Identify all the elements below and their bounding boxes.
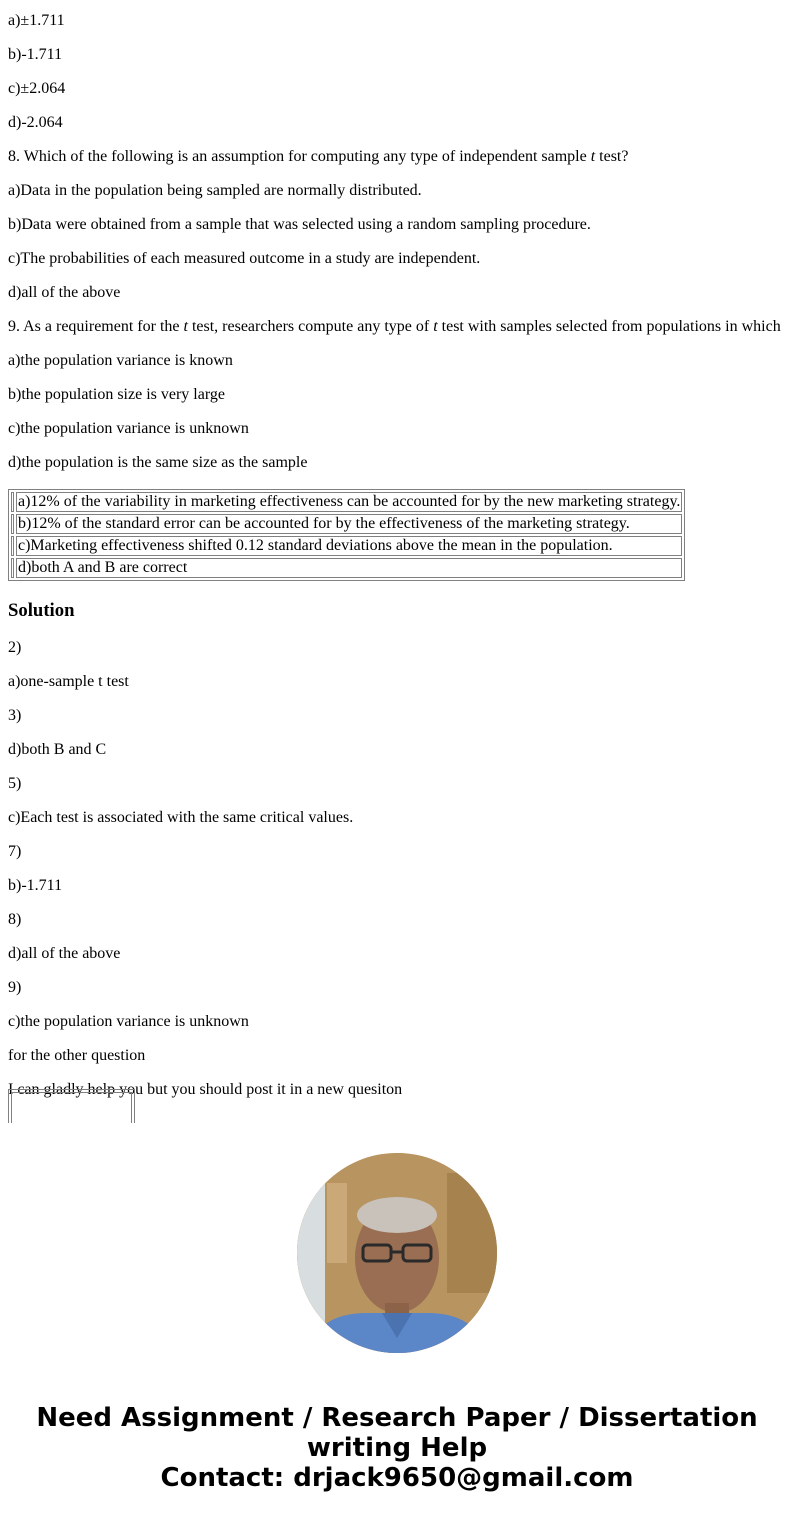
solution-heading: Solution <box>8 600 75 621</box>
clipped-table-stub <box>8 1089 135 1123</box>
q7-option-c: c)±2.064 <box>8 80 66 97</box>
table-option-b: b)12% of the standard error can be accounted for by the effectiveness of the marketing strategy. <box>16 514 682 534</box>
q8-option-c: c)The probabilities of each measured outcome in a study are independent. <box>8 250 481 267</box>
table-pad-cell <box>11 558 14 578</box>
footer-line-2: writing Help <box>306 1433 488 1463</box>
q9-option-d: d)the population is the same size as the sample <box>8 454 308 471</box>
table-pad-cell <box>11 514 14 534</box>
table-row <box>11 492 682 512</box>
solution-line: c)Each test is associated with the same critical values. <box>8 809 354 826</box>
solution-line: I can gladly help you but you should post it in a new quesiton <box>8 1081 403 1098</box>
solution-line: 8) <box>8 911 22 928</box>
q9-text-middle: test, researchers compute any type of <box>187 318 434 335</box>
footer-banner <box>0 1403 794 1493</box>
solution-line: a)one-sample t test <box>8 673 129 690</box>
q9-italic-t-2: t <box>433 318 438 335</box>
q9-option-c: c)the population variance is unknown <box>8 420 249 437</box>
solution-line: d)all of the above <box>8 945 121 962</box>
q9-text-suffix: test with samples selected from populations in which <box>437 318 781 335</box>
q7-option-a: a)±1.711 <box>8 12 65 29</box>
table-row <box>11 514 682 534</box>
table-row <box>11 536 682 556</box>
q7-option-d: d)-2.064 <box>8 114 63 131</box>
solution-line: 9) <box>8 979 22 996</box>
table-option-a: a)12% of the variability in marketing effectiveness can be accounted for by the new marketing strategy. <box>18 493 681 510</box>
solution-line: 7) <box>8 843 22 860</box>
clipped-table-inner <box>11 1092 132 1123</box>
q8-option-a: a)Data in the population being sampled are normally distributed. <box>8 182 422 199</box>
q8-text-suffix: test? <box>595 148 629 165</box>
table-option-d: d)both A and B are correct <box>16 558 682 578</box>
q9-italic-t-1: t <box>183 318 188 335</box>
footer-line-1: Need Assignment / Research Paper / Dissertation <box>36 1403 758 1433</box>
q9-option-a: a)the population variance is known <box>8 352 233 369</box>
q7-option-b: b)-1.711 <box>8 46 63 63</box>
solution-line: 5) <box>8 775 22 792</box>
q9-question <box>8 318 781 336</box>
q8-italic-t: t <box>590 148 596 165</box>
q9-option-b: b)the population size is very large <box>8 386 225 403</box>
table-pad-cell <box>11 492 14 512</box>
solution-line: for the other question <box>8 1047 146 1064</box>
solution-line: 3) <box>8 707 22 724</box>
table-option-c: c)Marketing effectiveness shifted 0.12 standard deviations above the mean in the population. <box>16 536 682 556</box>
author-portrait-icon <box>297 1153 497 1353</box>
author-photo <box>297 1153 497 1353</box>
q8-option-b: b)Data were obtained from a sample that was selected using a random sampling procedure. <box>8 216 591 233</box>
q9-text-prefix: 9. As a requirement for the <box>8 318 184 335</box>
table-pad-cell <box>11 536 14 556</box>
solution-line: c)the population variance is unknown <box>8 1013 249 1030</box>
content-clip-edge <box>0 1123 794 1127</box>
q8-option-d: d)all of the above <box>8 284 121 301</box>
q8-text-prefix: 8. Which of the following is an assumption for computing any type of independent sample <box>8 148 591 165</box>
table-row <box>11 558 682 578</box>
solution-line: 2) <box>8 639 22 656</box>
options-table <box>8 489 685 581</box>
solution-line: d)both B and C <box>8 741 107 758</box>
footer-contact: Contact: drjack9650@gmail.com <box>160 1463 634 1493</box>
q8-question <box>8 148 628 166</box>
solution-line: b)-1.711 <box>8 877 63 894</box>
